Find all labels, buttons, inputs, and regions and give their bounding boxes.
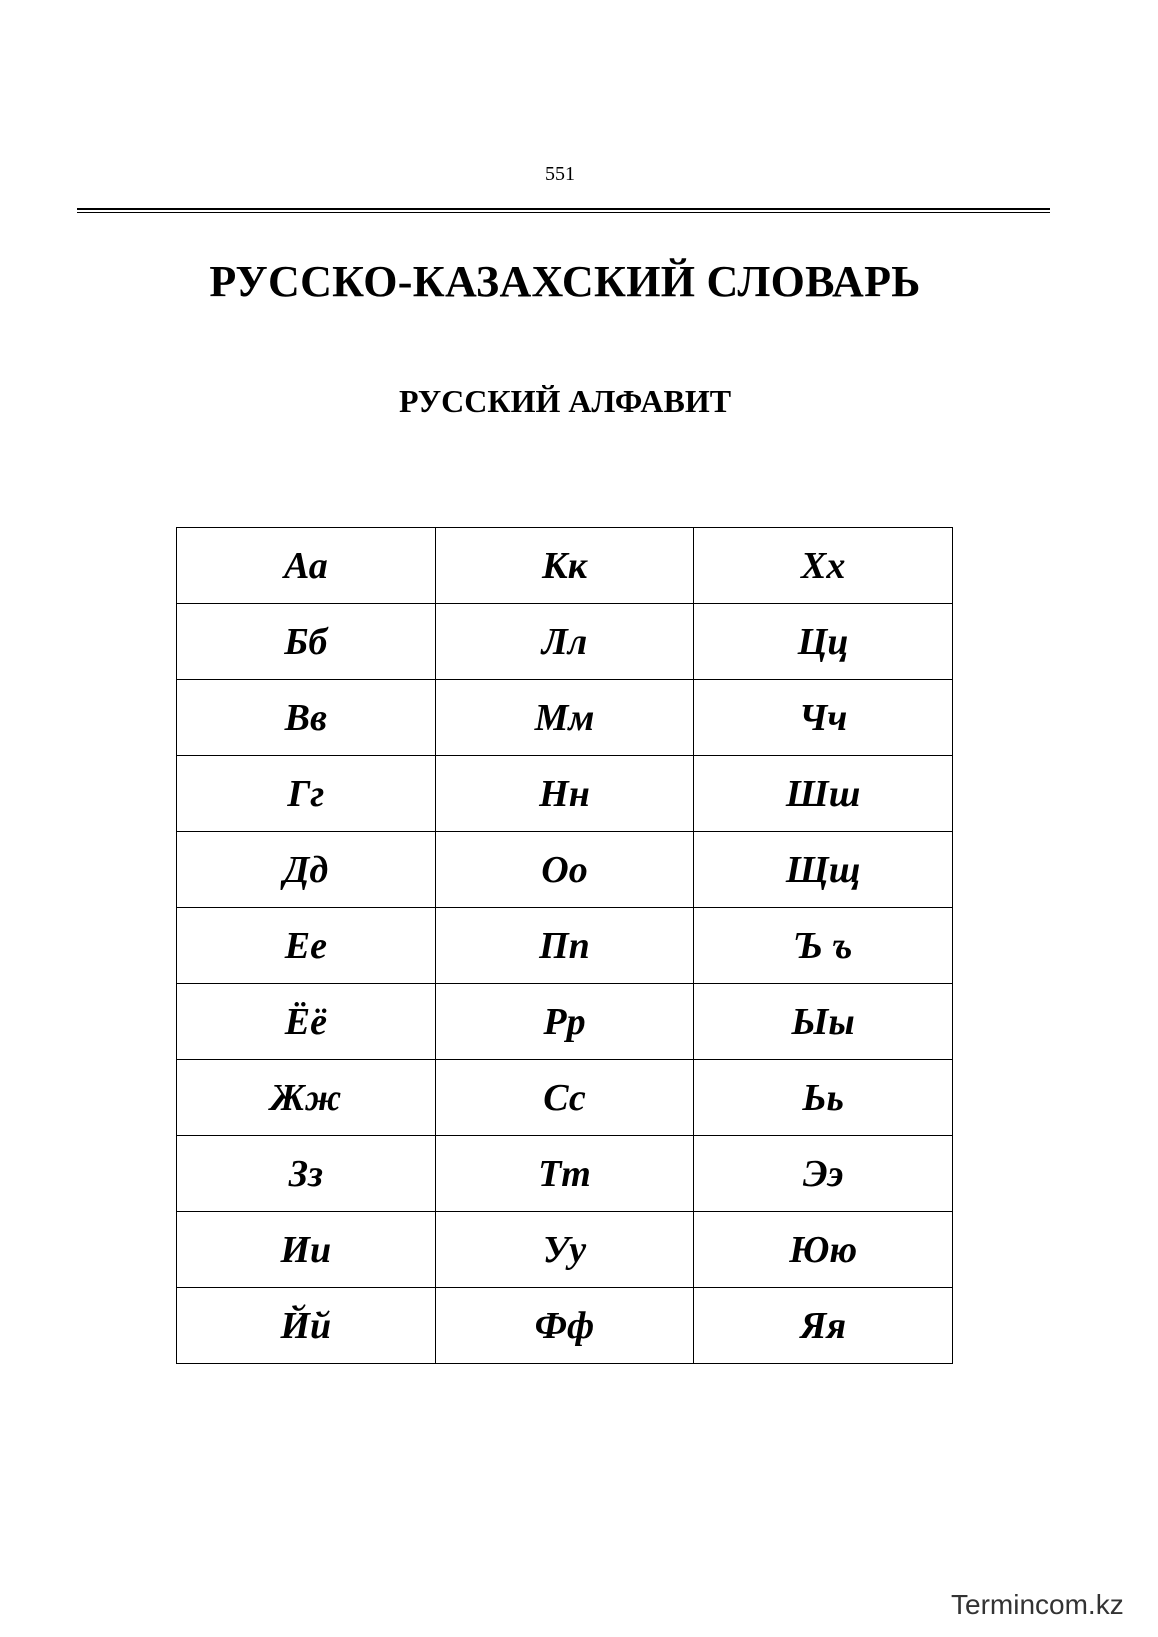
letter-cell: Вв (177, 680, 436, 756)
letter-cell: Ии (177, 1212, 436, 1288)
letter-cell: Ъ ъ (694, 908, 953, 984)
letter-cell: Цц (694, 604, 953, 680)
letter-cell: Йй (177, 1288, 436, 1364)
letter-cell: Кк (435, 528, 694, 604)
table-row (177, 1136, 953, 1212)
letter-cell: Шш (694, 756, 953, 832)
table-row (177, 756, 953, 832)
page-number: 551 (545, 163, 575, 185)
letter-cell: Нн (435, 756, 694, 832)
letter-cell: Жж (177, 1060, 436, 1136)
section-title: РУССКИЙ АЛФАВИТ (398, 383, 732, 419)
letter-cell: Мм (435, 680, 694, 756)
letter-cell: Яя (694, 1288, 953, 1364)
termincom-watermark (945, 1587, 1145, 1627)
letter-cell: Щщ (694, 832, 953, 908)
letter-cell: Уу (435, 1212, 694, 1288)
letter-cell: Тт (435, 1136, 694, 1212)
letter-cell: Юю (694, 1212, 953, 1288)
letter-cell: Рр (435, 984, 694, 1060)
letter-cell: Фф (435, 1288, 694, 1364)
table-row (177, 680, 953, 756)
table-row (177, 1060, 953, 1136)
table-row (177, 604, 953, 680)
letter-cell: Ьь (694, 1060, 953, 1136)
letter-cell: Ыы (694, 984, 953, 1060)
table-row (177, 908, 953, 984)
table-row (177, 1288, 953, 1364)
letter-cell: Сс (435, 1060, 694, 1136)
letter-cell: Бб (177, 604, 436, 680)
page-title: РУССКО-КАЗАХСКИЙ СЛОВАРЬ (209, 257, 921, 306)
alphabet-table (176, 527, 953, 1364)
letter-cell: Зз (177, 1136, 436, 1212)
letter-cell: Ээ (694, 1136, 953, 1212)
letter-cell: Ее (177, 908, 436, 984)
table-row (177, 528, 953, 604)
watermark-text: Termincom.kz (951, 1589, 1124, 1620)
table-row (177, 984, 953, 1060)
letter-cell: Дд (177, 832, 436, 908)
letter-cell: Лл (435, 604, 694, 680)
header-rule-thin (77, 212, 1050, 213)
header-rule (77, 208, 1050, 210)
letter-cell: Аа (177, 528, 436, 604)
letter-cell: Оо (435, 832, 694, 908)
letter-cell: Гг (177, 756, 436, 832)
letter-cell: Хх (694, 528, 953, 604)
letter-cell: Чч (694, 680, 953, 756)
letter-cell: Пп (435, 908, 694, 984)
table-row (177, 1212, 953, 1288)
table-row (177, 832, 953, 908)
letter-cell: Ёё (177, 984, 436, 1060)
